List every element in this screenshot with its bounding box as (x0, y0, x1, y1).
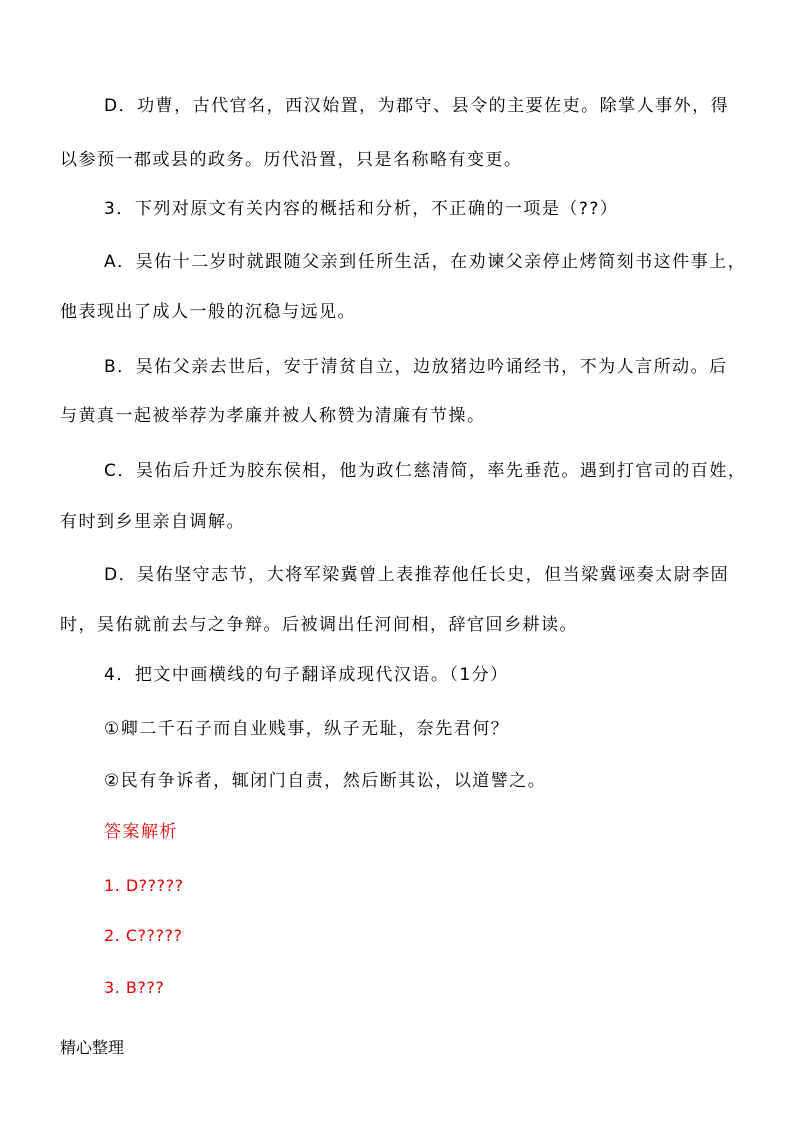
option-c-line-1: C．吴佑后升迁为胶东侯相，他为政仁慈清简，率先垂范。遇到打官司的百姓， (104, 461, 747, 481)
translation-item-1: ①卿二千石子而自业贱事，纵子无耻，奈先君何？ (104, 719, 510, 739)
option-b-line-1: B．吴佑父亲去世后，安于清贫自立，边放猪边吟诵经书，不为人言所动。后 (104, 357, 728, 377)
option-a-line-2: 他表现出了成人一般的沉稳与远见。 (60, 302, 356, 322)
option-d2-line-2: 时，吴佑就前去与之争辩。后被调出任河间相，辞官回乡耕读。 (60, 615, 578, 635)
option-a-line-1: A．吴佑十二岁时就跟随父亲到任所生活，在劝谏父亲停止烤简刻书这件事上， (104, 252, 747, 272)
question-4-prompt: 4．把文中画横线的句子翻译成现代汉语。（1分） (104, 665, 509, 685)
answer-item-3: 3. B??? (104, 978, 165, 997)
footer-text: 精心整理 (60, 1038, 125, 1057)
option-c-line-2: 有时到乡里亲自调解。 (60, 512, 245, 532)
answer-item-2: 2. C????? (104, 926, 183, 945)
option-d-line-2: 以参预一郡或县的政务。历代沿置，只是名称略有变更。 (60, 150, 523, 170)
answer-item-1: 1. D????? (104, 876, 184, 895)
option-d-line-1: D．功曹，古代官名，西汉始置，为郡守、县令的主要佐吏。除掌人事外，得 (104, 96, 730, 116)
translation-item-2: ②民有争诉者，辄闭门自责，然后断其讼，以道譬之。 (104, 771, 547, 791)
option-d2-line-1: D．吴佑坚守志节，大将军梁冀曾上表推荐他任长史，但当梁冀诬奏太尉李固 (104, 565, 730, 585)
question-3-prompt: 3．下列对原文有关内容的概括和分析，不正确的一项是（??） (104, 199, 619, 219)
answer-heading: 答案解析 (104, 822, 178, 842)
option-b-line-2: 与黄真一起被举荐为孝廉并被人称赞为清廉有节操。 (60, 406, 486, 426)
